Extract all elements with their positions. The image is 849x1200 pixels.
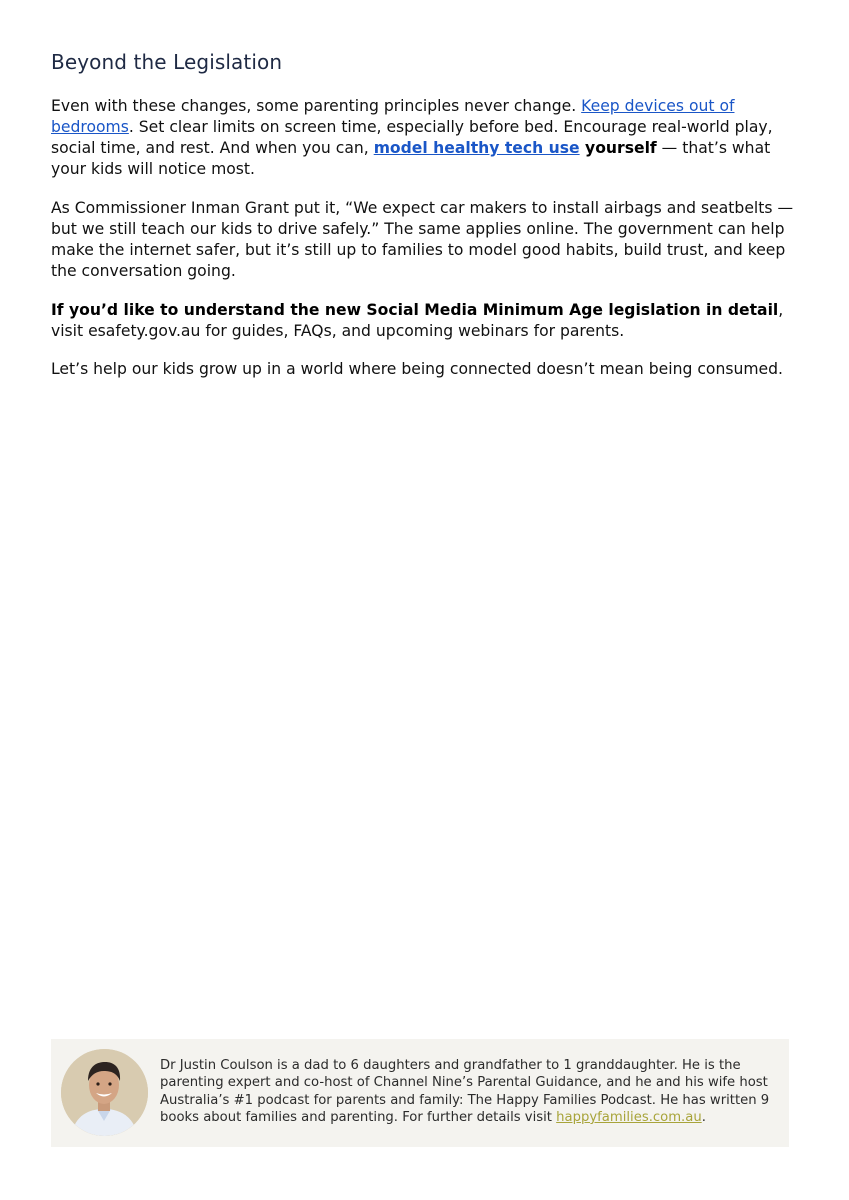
author-bio-box bbox=[51, 1039, 789, 1147]
p3-bold: If you’d like to understand the new Social Media Minimum Age legislation in detail bbox=[51, 301, 779, 319]
p1-text-1: Even with these changes, some parenting principles never change. bbox=[51, 97, 582, 115]
paragraph-closing: Let’s help our kids grow up in a world where being connected doesn’t mean being consumed. bbox=[51, 360, 783, 378]
paragraph-legislation bbox=[51, 300, 796, 342]
p1-text-3: — that’s what your kids will notice most. bbox=[51, 139, 771, 178]
bio-end: . bbox=[701, 1109, 706, 1125]
paragraph-commissioner-quote: As Commissioner Inman Grant put it, “We expect car makers to install airbags and seatbelts — but we still teach our kids to drive safely.” The same applies online. The government can help make the internet safer, but it’s still up to families to model good habits, build trust, and keep the conversation going. bbox=[51, 199, 794, 280]
bio-body: Dr Justin Coulson is a dad to 6 daughters and grandfather to 1 granddaughter. He is the parenting expert and co-host of Channel Nine’s Parental Guidance, and he and his wife host Australia’s #1 podcast for parents and family: The Happy Families Podcast. He has written 9 books about families and parenting. For further details visit bbox=[160, 1058, 770, 1125]
paragraph-devices bbox=[51, 96, 796, 180]
p3-rest: , visit esafety.gov.au for guides, FAQs, and upcoming webinars for parents. bbox=[51, 301, 784, 340]
happyfamilies-link[interactable]: happyfamilies.com.au bbox=[556, 1109, 702, 1125]
keep-devices-link[interactable]: Keep devices out of bedrooms bbox=[51, 97, 735, 136]
p1-text-2: . Set clear limits on screen time, especially before bed. Encourage real-world play, social time, and rest. And when you can, bbox=[51, 118, 773, 157]
author-photo bbox=[61, 1049, 148, 1136]
model-healthy-tech-link[interactable]: model healthy tech use bbox=[373, 139, 580, 157]
author-bio-text bbox=[160, 1057, 780, 1126]
p1-bold: yourself bbox=[579, 139, 657, 157]
section-heading: Beyond the Legislation bbox=[51, 50, 283, 74]
avatar bbox=[61, 1049, 148, 1136]
